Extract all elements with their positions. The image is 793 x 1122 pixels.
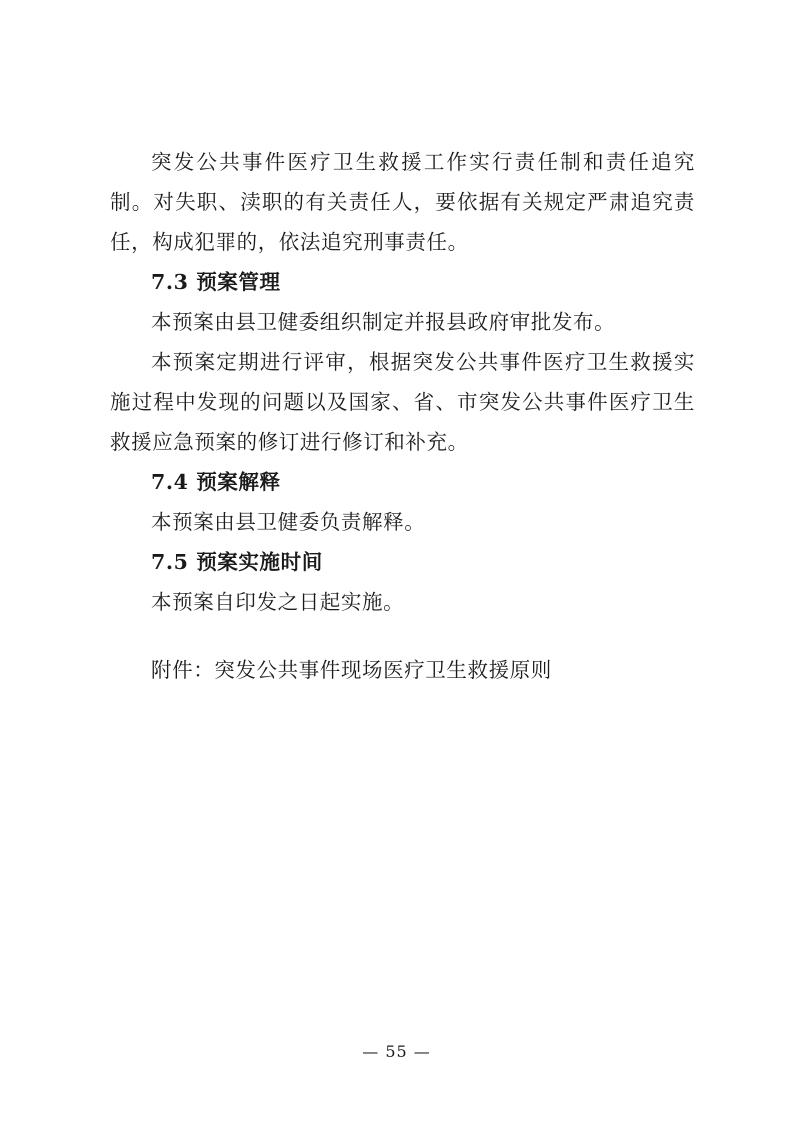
paragraph-plan-review: 本预案定期进行评审，根据突发公共事件医疗卫生救援实施过程中发现的问题以及国家、省、市突发公共事件医疗卫生救援应急预案的修订进行修订和补充。 (110, 350, 695, 454)
section-heading-7-3: 7.3 预案管理 (151, 270, 281, 294)
attachment-line: 附件：突发公共事件现场医疗卫生救援原则 (151, 658, 552, 682)
paragraph-plan-interpretation: 本预案由县卫健委负责解释。 (151, 510, 426, 534)
paragraph-responsibility: 突发公共事件医疗卫生救援工作实行责任制和责任追究制。对失职、渎职的有关责任人，要依据有关规定严肃追究责任，构成犯罪的，依法追究刑事责任。 (110, 150, 695, 254)
section-heading-7-4: 7.4 预案解释 (151, 470, 281, 494)
blank-line (110, 622, 695, 650)
paragraph-implementation-time: 本预案自印发之日起实施。 (151, 590, 405, 614)
paragraph-plan-formulation: 本预案由县卫健委组织制定并报县政府审批发布。 (151, 310, 616, 334)
section-heading-7-5: 7.5 预案实施时间 (151, 550, 323, 574)
page-number: — 55 — (362, 1042, 431, 1061)
document-body (110, 142, 695, 690)
